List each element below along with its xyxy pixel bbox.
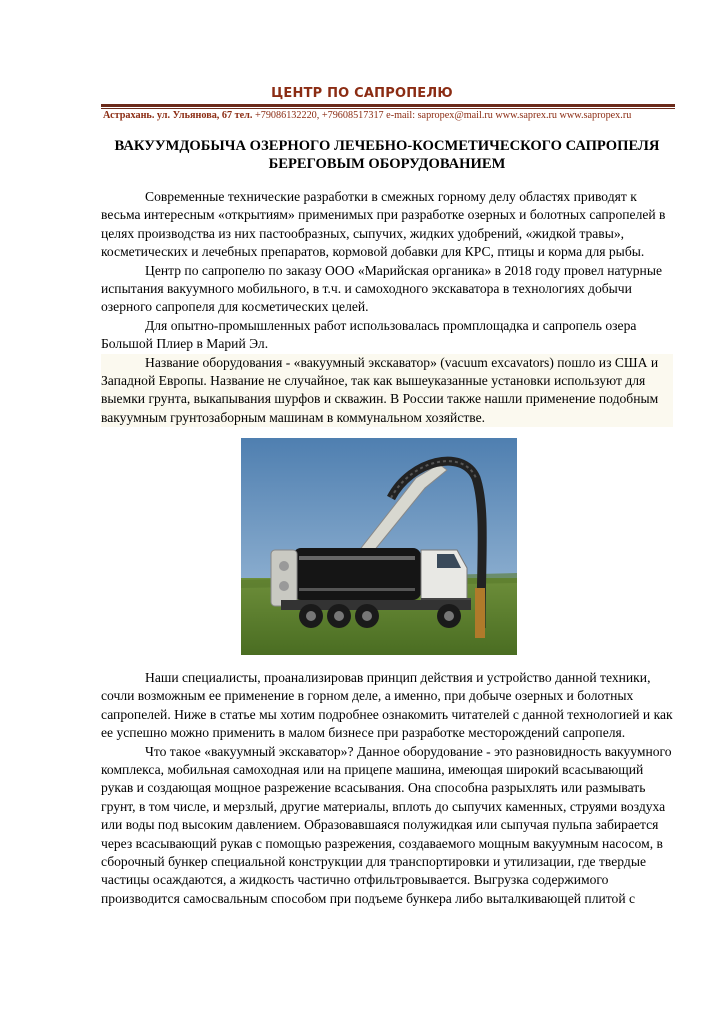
contact-line xyxy=(103,110,683,121)
address: Астрахань. ул. Ульянова, 67 тел. xyxy=(103,110,253,121)
main-section xyxy=(101,669,673,908)
paragraph: Что такое «вакуумный экскаватор»? Данное оборудование - это разновидность вакуумного комплекса, мобильная самоходная или на прицепе машина, имеющая широкий всасывающий рукав и создающая мощное разрежение всасывания. Она способна разрыхлять или размывать грунт, в том числе, и мерзлый, другие материалы, вплоть до сыпучих каменных, струями воздуха или воды под высоким давлением. Образовавшаяся полужидкая или сыпучая пульпа забирается через всасывающий рукав с помощью разрежения, создаваемого мощным вакуумным насосом, в сборочный бункер специальной конструкции для транспортировки и утилизации, где твердые частицы осаждаются, а жидкость частично отфильтровывается. Выгрузка содержимого производится самосвальным способом при подъеме бункера либо выталкивающей плитой с xyxy=(101,743,672,906)
header-rule-thin xyxy=(101,108,675,109)
contact-details: +79086132220, +79608517317 e-mail: sapropex@mail.ru www.saprex.ru www.sapropex.ru xyxy=(252,110,632,121)
document-title xyxy=(100,137,674,173)
header-rule xyxy=(101,104,675,107)
paragraph: Для опытно-промышленных работ использовалась промплощадка и сапропель озера Большой Плиер в Марий Эл. xyxy=(101,317,637,352)
paragraph: Наши специалисты, проанализировав принцип действия и устройство данной техники, сочли возможным ее применение в горном деле, а именно, при добыче озерных и болотных сапропелей. Ниже в статье мы хотим подробнее ознакомить читателей с данной технологией и как ее успешно можно применить в малом бизнесе при разработке месторождений сапропеля. xyxy=(101,670,673,741)
document-title-line1: ВАКУУМДОБЫЧА ОЗЕРНОГО ЛЕЧЕБНО-КОСМЕТИЧЕСКОГО САПРОПЕЛЯ xyxy=(114,138,660,154)
vacuum-excavator-photo xyxy=(241,438,517,655)
paragraph: Современные технические разработки в смежных горному делу областях приводят к весьма интересным «открытиям» применимых при разработке озерных и болотных сапропелей в целях производства из них пастообразных, сыпучих, жидких удобрений, «жидкой травы», косметических и лечебных препаратов, кормовой добавки для КРС, птицы и корма для рыбы. xyxy=(101,189,666,260)
paragraph: Название оборудования - «вакуумный экскаватор» (vacuum excavators) пошло из США и Западной Европы. Название не случайное, так как вышеуказанные установки используют для выемки грунта, выкапывания шурфов и скважин. В России также нашли применение подобным вакуумным грунтозаборным машинам в коммунальном хозяйстве. xyxy=(101,354,673,428)
intro-section xyxy=(101,188,673,427)
organization-title: ЦЕНТР ПО САПРОПЕЛЮ xyxy=(271,86,453,101)
document-title-line2: БЕРЕГОВЫМ ОБОРУДОВАНИЕМ xyxy=(268,156,506,172)
vacuum-excavator-illustration xyxy=(241,438,517,655)
paragraph: Центр по сапропелю по заказу ООО «Марийская органика» в 2018 году провел натурные испытания вакуумного мобильного, в т.ч. и самоходного экскаватора в технологиях добычи озерного сапропеля для косметических целей. xyxy=(101,262,662,315)
